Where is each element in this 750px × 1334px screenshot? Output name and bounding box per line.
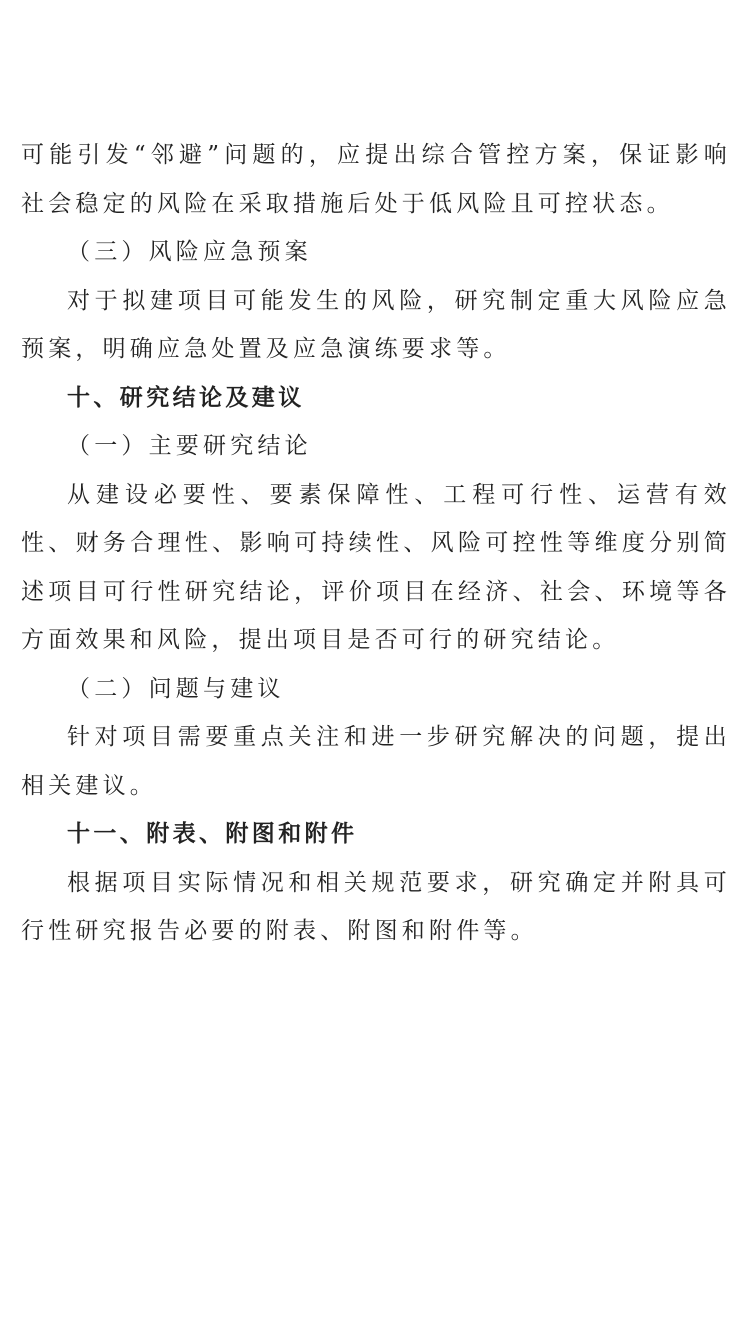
chapter-title-conclusions: 十、研究结论及建议 (67, 384, 305, 411)
paragraph-issues-suggestions: 针对项目需要重点关注和进一步研究解决的问题，提出相关建议。 (21, 724, 731, 799)
paragraph-appendices: 根据项目实际情况和相关规范要求，研究确定并附具可行性研究报告必要的附表、附图和附件等。 (21, 869, 731, 944)
section-title-issues-suggestions: （二）问题与建议 (67, 675, 285, 702)
document-body (21, 131, 731, 956)
section-title-risk-emergency-plan: （三）风险应急预案 (67, 239, 312, 265)
section-title-main-conclusions: （一）主要研究结论 (67, 433, 312, 459)
paragraph-main-conclusions: 从建设必要性、要素保障性、工程可行性、运营有效性、财务合理性、影响可持续性、风险可控性等维度分别简述项目可行性研究结论，评价项目在经济、社会、环境等各方面效果和风险，提出项目是否可行的研究结论。 (21, 481, 731, 653)
paragraph-emergency-plan: 对于拟建项目可能发生的风险，研究制定重大风险应急预案，明确应急处置及应急演练要求等。 (21, 287, 731, 362)
chapter-title-appendices: 十一、附表、附图和附件 (67, 821, 358, 847)
paragraph-continued: 可能引发“邻避”问题的，应提出综合管控方案，保证影响社会稳定的风险在采取措施后处于低风险且可控状态。 (21, 142, 731, 217)
